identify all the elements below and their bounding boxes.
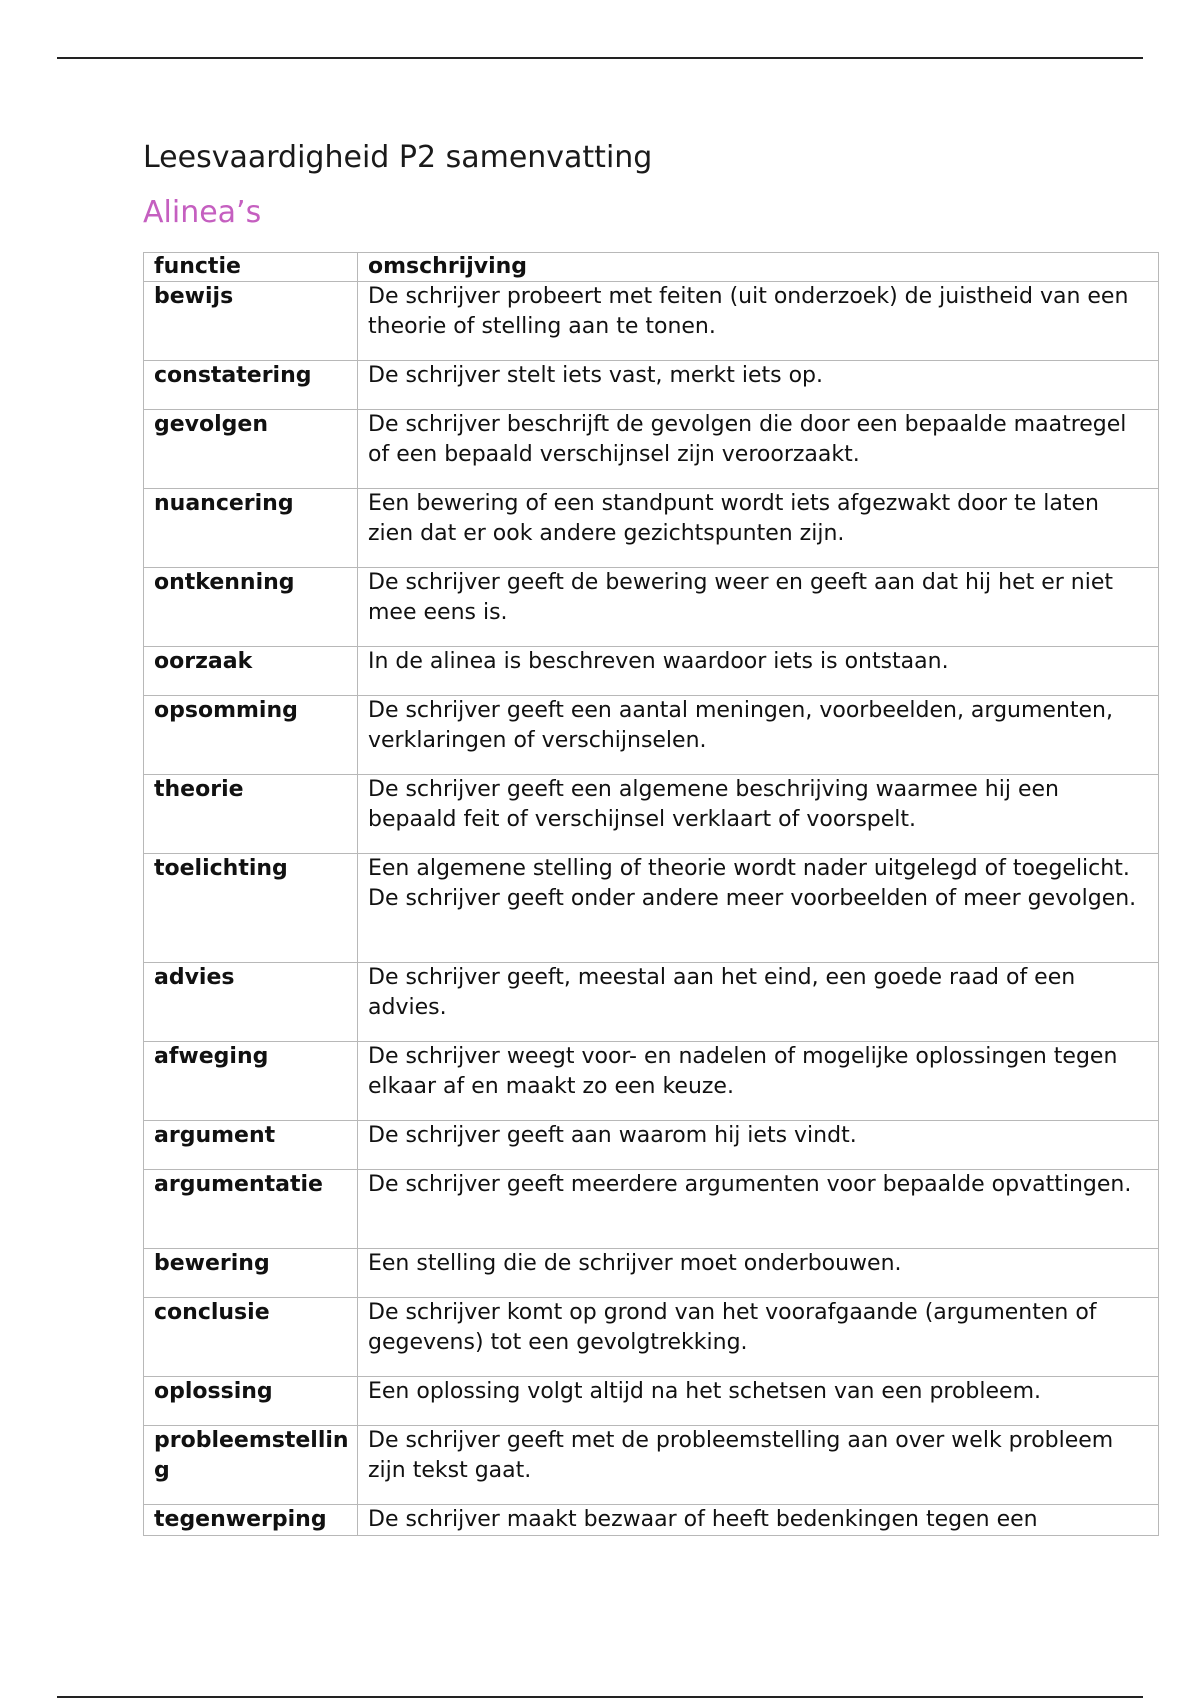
table-header-row bbox=[144, 253, 1159, 282]
table-row bbox=[144, 489, 1159, 568]
table-row bbox=[144, 1505, 1159, 1536]
table-row bbox=[144, 410, 1159, 489]
description-cell: Een stelling die de schrijver moet onderbouwen. bbox=[358, 1249, 1159, 1298]
table-row bbox=[144, 1042, 1159, 1121]
table-row bbox=[144, 963, 1159, 1042]
table-row bbox=[144, 282, 1159, 361]
term-cell: tegenwerping bbox=[144, 1505, 358, 1536]
table-row bbox=[144, 1298, 1159, 1377]
description-cell: Een bewering of een standpunt wordt iets afgezwakt door te laten zien dat er ook andere gezichtspunten zijn. bbox=[358, 489, 1159, 568]
term-cell: constatering bbox=[144, 361, 358, 410]
description-cell: De schrijver stelt iets vast, merkt iets op. bbox=[358, 361, 1159, 410]
description-cell: De schrijver maakt bezwaar of heeft bedenkingen tegen een bbox=[358, 1505, 1159, 1536]
table-row bbox=[144, 1249, 1159, 1298]
term-cell: theorie bbox=[144, 775, 358, 854]
section-heading: Alinea’s bbox=[143, 195, 262, 230]
table-row bbox=[144, 696, 1159, 775]
term-cell: oorzaak bbox=[144, 647, 358, 696]
column-header-omschrijving: omschrijving bbox=[358, 253, 1159, 282]
term-cell: bewering bbox=[144, 1249, 358, 1298]
table-row bbox=[144, 1121, 1159, 1170]
bottom-rule bbox=[57, 1696, 1143, 1698]
description-cell: De schrijver geeft meerdere argumenten voor bepaalde opvattingen. bbox=[358, 1170, 1159, 1249]
table-row bbox=[144, 647, 1159, 696]
table-row bbox=[144, 775, 1159, 854]
term-cell: probleemstelling bbox=[144, 1426, 358, 1505]
document-title: Leesvaardigheid P2 samenvatting bbox=[143, 140, 653, 175]
table-row bbox=[144, 1377, 1159, 1426]
term-cell: nuancering bbox=[144, 489, 358, 568]
description-cell: De schrijver probeert met feiten (uit onderzoek) de juistheid van een theorie of stelling aan te tonen. bbox=[358, 282, 1159, 361]
table-row bbox=[144, 1426, 1159, 1505]
description-cell: In de alinea is beschreven waardoor iets is ontstaan. bbox=[358, 647, 1159, 696]
term-cell: gevolgen bbox=[144, 410, 358, 489]
term-cell: bewijs bbox=[144, 282, 358, 361]
term-cell: conclusie bbox=[144, 1298, 358, 1377]
column-header-functie: functie bbox=[144, 253, 358, 282]
term-cell: advies bbox=[144, 963, 358, 1042]
description-cell: Een oplossing volgt altijd na het schetsen van een probleem. bbox=[358, 1377, 1159, 1426]
description-cell: De schrijver geeft aan waarom hij iets vindt. bbox=[358, 1121, 1159, 1170]
term-cell: ontkenning bbox=[144, 568, 358, 647]
description-cell: De schrijver geeft de bewering weer en geeft aan dat hij het er niet mee eens is. bbox=[358, 568, 1159, 647]
term-cell: argument bbox=[144, 1121, 358, 1170]
term-cell: toelichting bbox=[144, 854, 358, 963]
table-row bbox=[144, 568, 1159, 647]
term-cell: oplossing bbox=[144, 1377, 358, 1426]
table-row bbox=[144, 854, 1159, 963]
term-cell: opsomming bbox=[144, 696, 358, 775]
description-cell: De schrijver geeft een algemene beschrijving waarmee hij een bepaald feit of verschijnsel verklaart of voorspelt. bbox=[358, 775, 1159, 854]
description-cell: De schrijver geeft met de probleemstelling aan over welk probleem zijn tekst gaat. bbox=[358, 1426, 1159, 1505]
description-cell: De schrijver beschrijft de gevolgen die door een bepaalde maatregel of een bepaald verschijnsel zijn veroorzaakt. bbox=[358, 410, 1159, 489]
description-cell: De schrijver geeft een aantal meningen, voorbeelden, argumenten, verklaringen of verschijnselen. bbox=[358, 696, 1159, 775]
table-row bbox=[144, 361, 1159, 410]
term-cell: afweging bbox=[144, 1042, 358, 1121]
term-cell: argumentatie bbox=[144, 1170, 358, 1249]
top-rule bbox=[57, 57, 1143, 59]
description-cell: De schrijver komt op grond van het voorafgaande (argumenten of gegevens) tot een gevolgtrekking. bbox=[358, 1298, 1159, 1377]
table-row bbox=[144, 1170, 1159, 1249]
paragraph-functions-table bbox=[143, 252, 1159, 1536]
description-cell: De schrijver weegt voor- en nadelen of mogelijke oplossingen tegen elkaar af en maakt zo een keuze. bbox=[358, 1042, 1159, 1121]
description-cell: De schrijver geeft, meestal aan het eind, een goede raad of een advies. bbox=[358, 963, 1159, 1042]
description-cell: Een algemene stelling of theorie wordt nader uitgelegd of toegelicht. De schrijver geeft onder andere meer voorbeelden of meer gevolgen. bbox=[358, 854, 1159, 963]
